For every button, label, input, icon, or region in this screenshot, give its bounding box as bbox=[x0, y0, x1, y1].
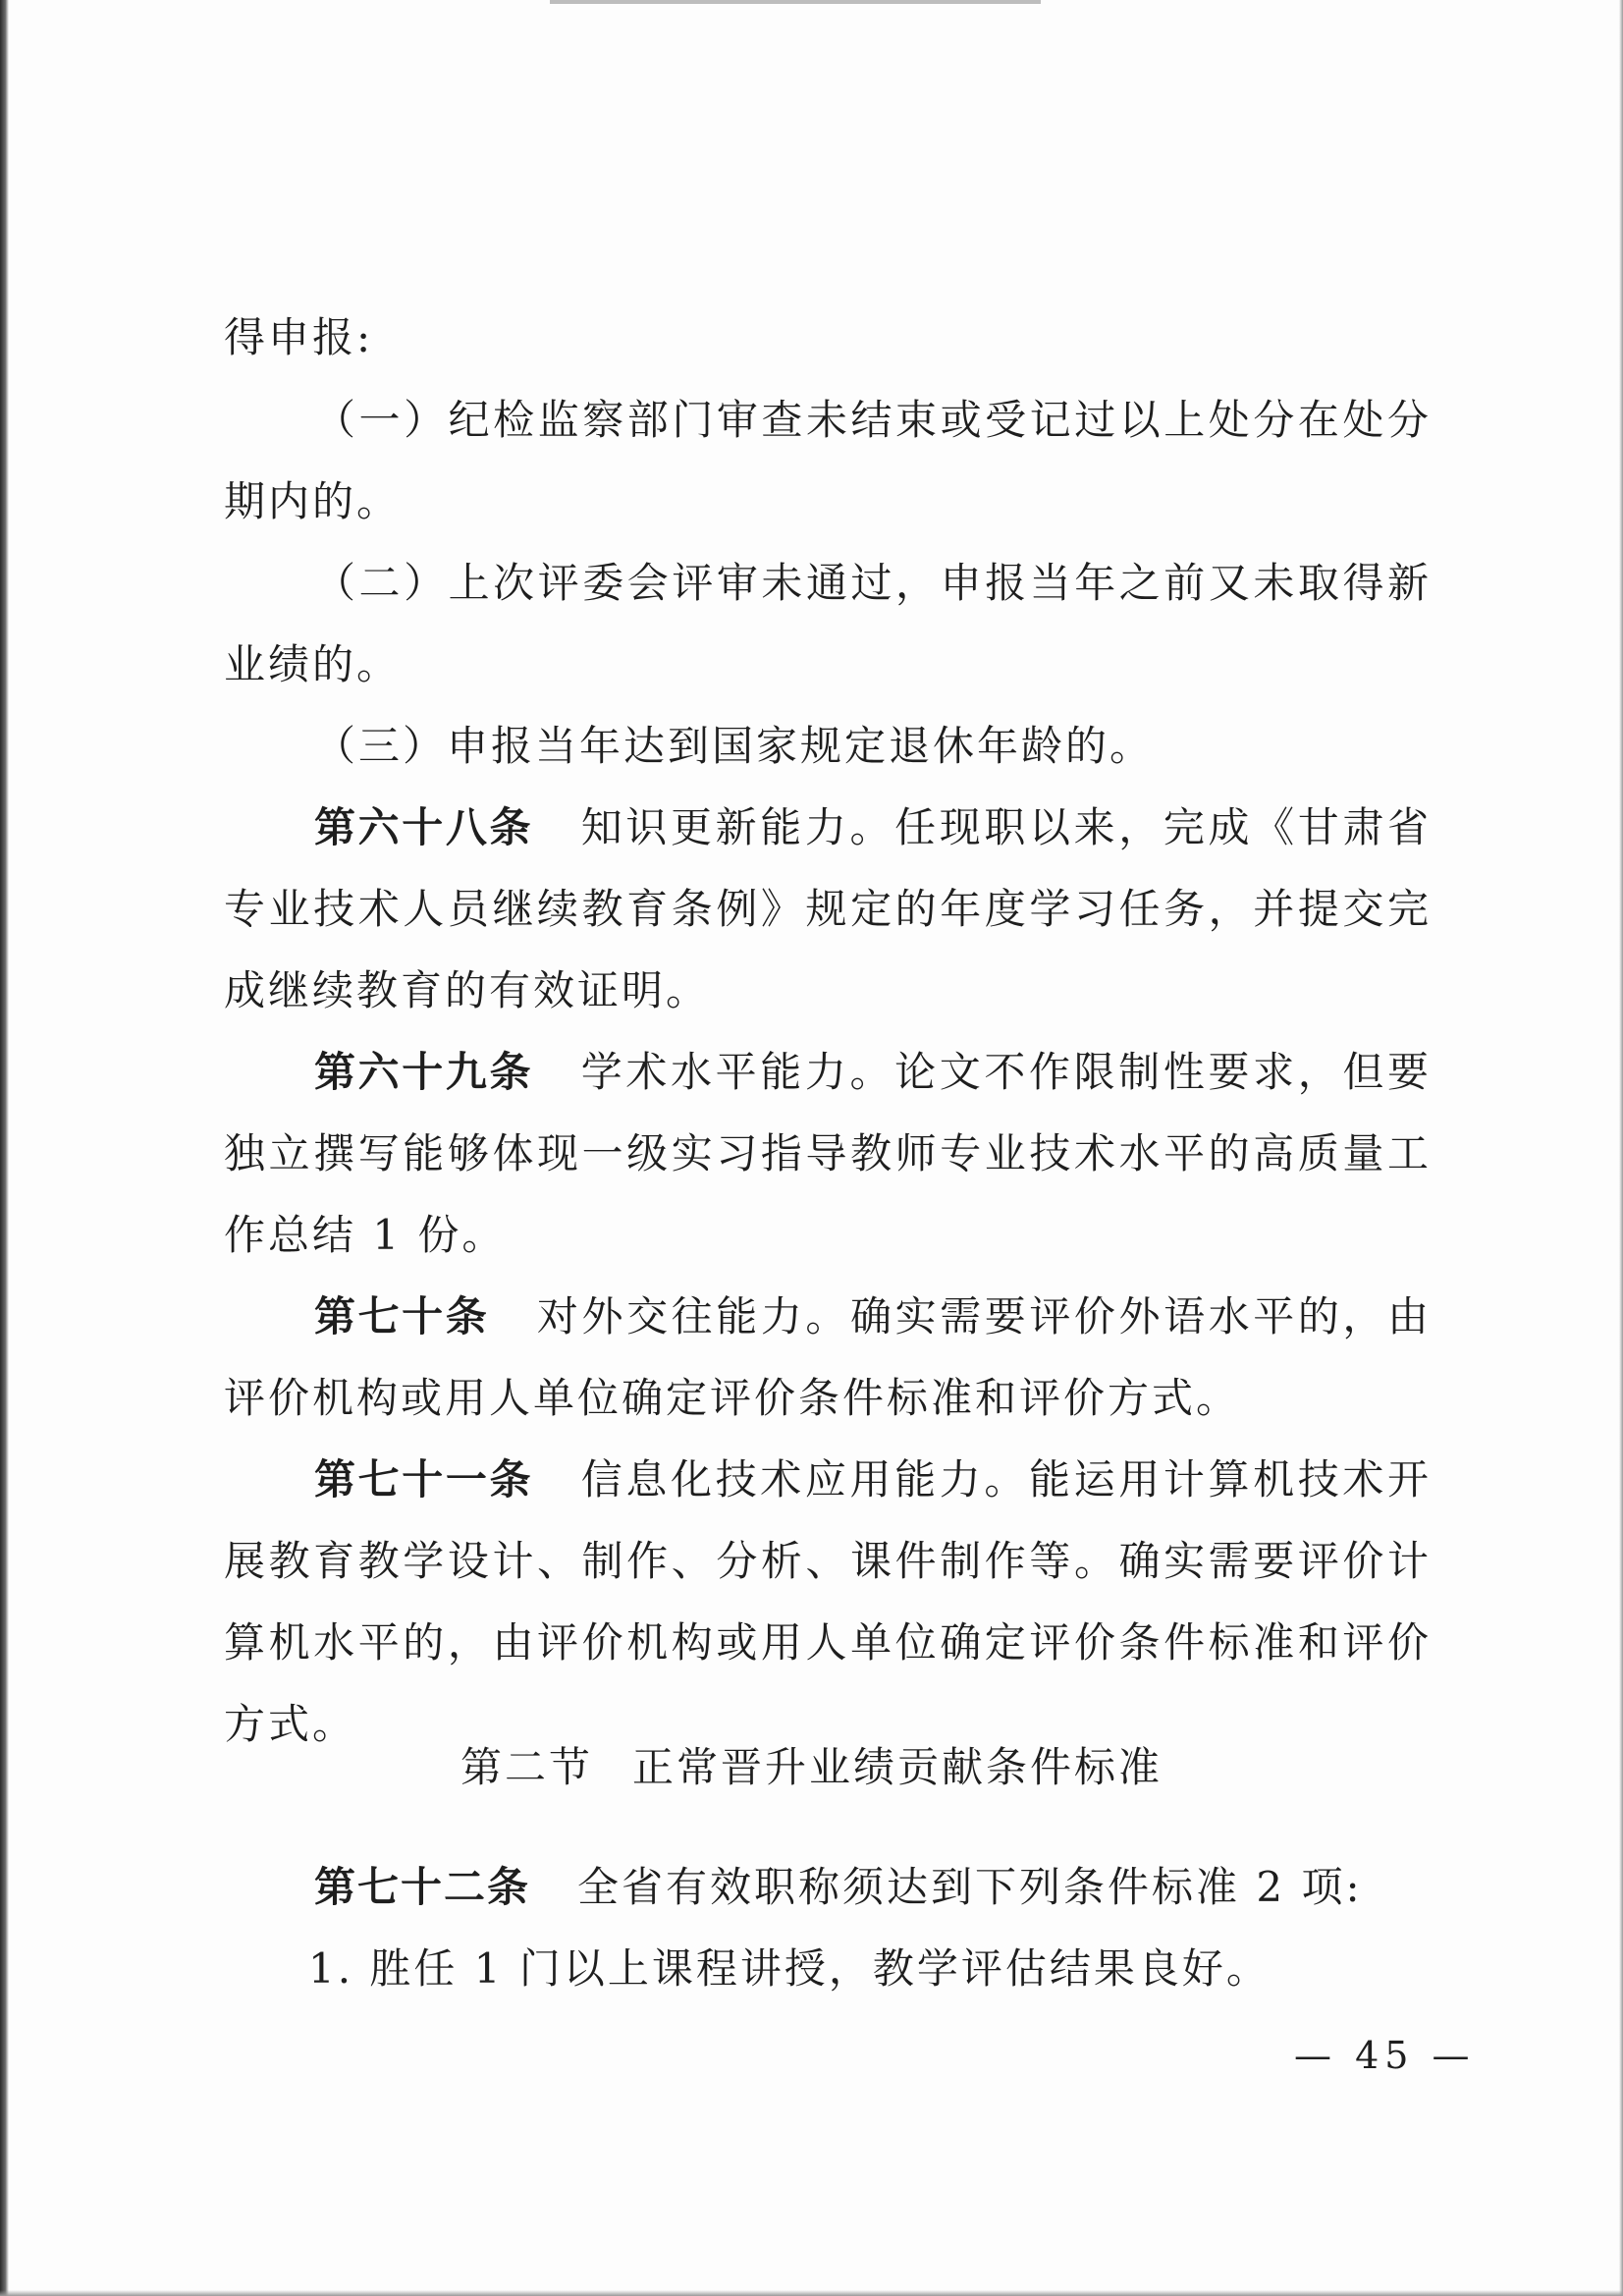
article-heading: 第六十九条 bbox=[314, 1048, 534, 1096]
list-item-text: （一）纪检监察部门审查未结束或受记过以上处分在处分期内的。 bbox=[224, 396, 1432, 525]
article-71 bbox=[224, 1439, 1432, 1765]
list-item-text: （三）申报当年达到国家规定退休年龄的。 bbox=[314, 722, 1155, 770]
scan-edge-top bbox=[550, 0, 1041, 4]
section-number: 第二节 bbox=[460, 1743, 593, 1791]
article-heading: 第六十八条 bbox=[314, 803, 534, 851]
paragraph-continuation bbox=[224, 297, 1432, 378]
numbered-item-text: 1. 胜任 1 门以上课程讲授，教学评估结果良好。 bbox=[308, 1944, 1271, 1993]
section-title bbox=[0, 1738, 1623, 1797]
article-body: 知识更新能力。任现职以来，完成《甘肃省专业技术人员继续教育条例》规定的年度学习任务，并提交完成继续教育的有效证明。 bbox=[224, 803, 1432, 1014]
scan-edge-right bbox=[1619, 0, 1623, 2296]
article-heading: 第七十条 bbox=[314, 1292, 490, 1340]
article-72 bbox=[224, 1846, 1432, 1928]
page-number: — 45 — bbox=[1294, 2034, 1476, 2077]
list-item-2 bbox=[224, 542, 1432, 705]
scan-edge-bottom bbox=[0, 2290, 1623, 2296]
article-body: 全省有效职称须达到下列条件标准 2 项: bbox=[577, 1863, 1363, 1911]
list-item-text: （二）上次评委会评审未通过，申报当年之前又未取得新业绩的。 bbox=[224, 559, 1432, 688]
paragraph-text: 得申报: bbox=[224, 313, 374, 361]
article-heading: 第七十一条 bbox=[314, 1455, 534, 1503]
scan-edge-left bbox=[0, 0, 9, 2296]
numbered-item-1 bbox=[308, 1928, 1432, 2009]
article-69 bbox=[224, 1031, 1432, 1276]
article-heading: 第七十二条 bbox=[314, 1863, 531, 1911]
section-name: 正常晋升业绩贡献条件标准 bbox=[632, 1743, 1163, 1791]
list-item-1 bbox=[224, 379, 1432, 542]
article-68 bbox=[224, 787, 1432, 1031]
article-body: 对外交往能力。确实需要评价外语水平的，由评价机构或用人单位确定评价条件标准和评价方式。 bbox=[224, 1292, 1432, 1422]
article-body: 信息化技术应用能力。能运用计算机技术开展教育教学设计、制作、分析、课件制作等。确实需要评价计算机水平的，由评价机构或用人单位确定评价条件标准和评价方式。 bbox=[224, 1455, 1432, 1748]
list-item-3 bbox=[224, 705, 1432, 787]
article-70 bbox=[224, 1276, 1432, 1439]
article-body: 学术水平能力。论文不作限制性要求，但要独立撰写能够体现一级实习指导教师专业技术水平的高质量工作总结 1 份。 bbox=[224, 1048, 1432, 1259]
